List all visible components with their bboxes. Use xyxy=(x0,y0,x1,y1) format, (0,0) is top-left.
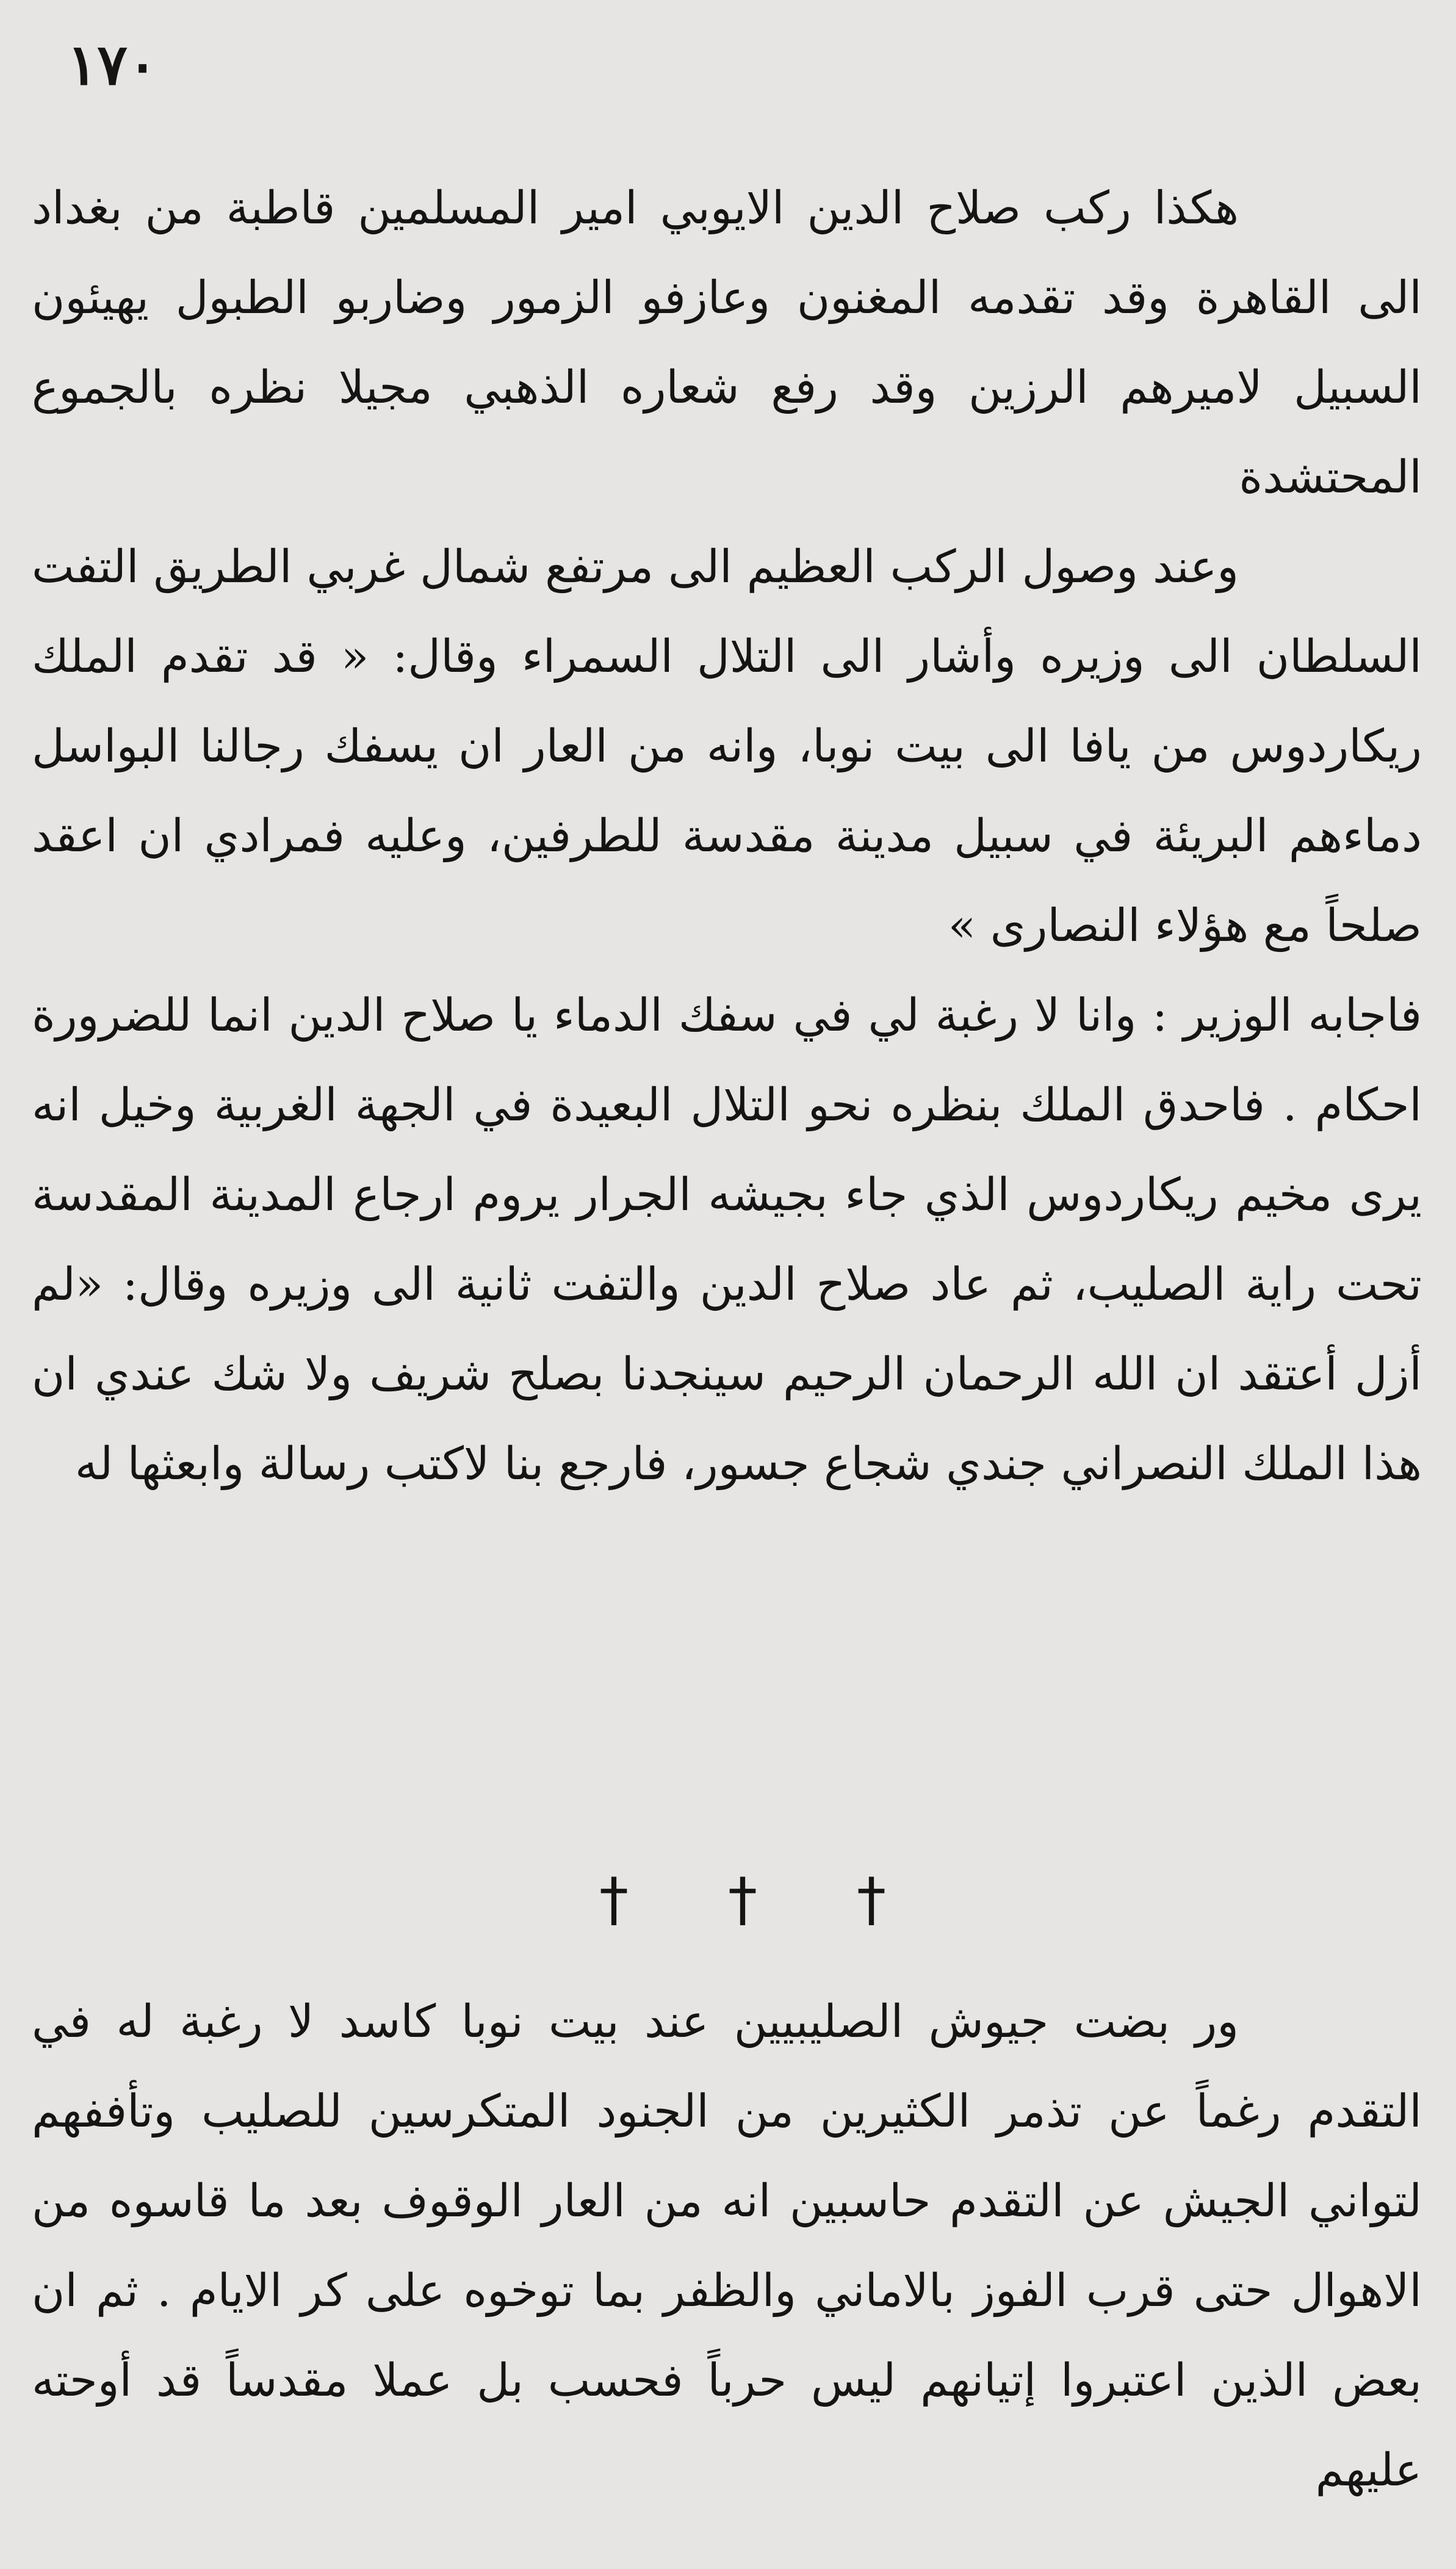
text-block-before-break xyxy=(32,164,1422,1509)
paragraph-3: فاجابه الوزير : وانا لا رغبة لي في سفك الدماء يا صلاح الدين انما للضرورة احكام . فاحدق الملك بنظره نحو التلال البعيدة في الجهة الغربية وخيل انه يرى مخيم ريكاردوس الذي جاء بجيشه الجرار يروم ارجاع المدينة المقدسة تحت راية الصليب، ثم عاد صلاح الدين والتفت ثانية الى وزيره وقال: «لم أزل أعتقد ان الله الرحمان الرحيم سينجدنا بصلح شريف ولا شك عندي ان هذا الملك النصراني جندي شجاع جسور، فارجع بنا لاكتب رسالة وابعثها له xyxy=(32,989,1422,1490)
page-number: ١٧٠ xyxy=(67,32,158,98)
paragraph-2: وعند وصول الركب العظيم الى مرتفع شمال غربي الطريق التفت السلطان الى وزيره وأشار الى التلال السمراء وقال: « قد تقدم الملك ريكاردوس من يافا الى بيت نوبا، وانه من العار ان يسفك رجالنا البواسل دماءهم البريئة في سبيل مدينة مقدسة للطرفين، وعليه فمرادي ان اعقد صلحاً مع هؤلاء النصارى » xyxy=(32,541,1422,952)
text-block-after-break xyxy=(32,1977,1422,2515)
cross-icon: † xyxy=(728,1865,757,1934)
paragraph-4: ور بضت جيوش الصليبيين عند بيت نوبا كاسد لا رغبة له في التقدم رغماً عن تذمر الكثيرين من الجنود المتكرسين للصليب وتأففهم لتواني الجيش عن التقدم حاسبين انه من العار الوقوف بعد ما قاسوه من الاهوال حتى قرب الفوز بالاماني والظفر بما توخوه على كر الايام . ثم ان بعض الذين اعتبروا إتيانهم ليس حرباً فحسب بل عملا مقدساً قد أوحته عليهم xyxy=(32,1995,1422,2496)
cross-icon: † xyxy=(599,1865,629,1934)
paragraph-1: هكذا ركب صلاح الدين الايوبي امير المسلمين قاطبة من بغداد الى القاهرة وقد تقدمه المغنون وعازفو الزمور وضاربو الطبول يهيئون السبيل لاميرهم الرزين وقد رفع شعاره الذهبي مجيلا نظره بالجموع المحتشدة xyxy=(32,182,1422,503)
section-separator xyxy=(0,1864,1456,1944)
cross-icon: † xyxy=(857,1865,886,1934)
